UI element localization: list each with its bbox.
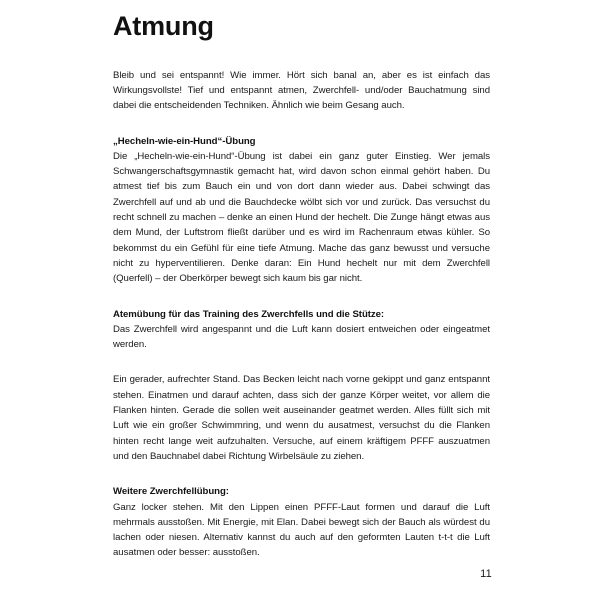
section-body-hecheln-wie-ein-hund: Die „Hecheln-wie-ein-Hund“-Übung ist dabei ein ganz guter Einstieg. Wer jemals Schwangerschaftsgymnastik gemacht hat, wird davon schon einmal gehört haben. Du atmest tief bis zum Bauch ein und von dort dann wieder aus. Dabei schwingt das Zwerchfell auf und ab und die Bauchdecke wölbt sich vor und zurück. Das versuchst du recht schnell zu machen – denke an einen Hund der hechelt. Die Zunge hängt etwas aus dem Mund, der Luftstrom fließt darüber und es wird im Rachenraum etwas kühler. So bekommst du ein Gefühl für eine tiefe Atmung. Mache das ganz bewusst und versuche nicht zu hyperventilieren. Denke daran: Ein Hund hechelt nur mit dem Zwerchfell (Querfell) – der Oberkörper bewegt sich kaum bis gar nicht. — [113, 150, 490, 285]
paragraph-stand: Ein gerader, aufrechter Stand. Das Becken leicht nach vorne gekippt und ganz entspannt stehen. Einatmen und darauf achten, dass sich der ganze Körper weitet, vor allem die Flanken hinten. Gerade die sollen weit auseinander geatmet werden. Alles füllt sich mit Luft wie ein großer Schwimmring, und wenn du ausatmest, versuchst du die Flanken hinten recht lange weit aufzuhalten. Versuche, auf einem kräftigem PFFF auszuatmen und den Bauchnabel dabei Richtung Wirbelsäule zu ziehen. — [113, 374, 490, 462]
intro-paragraph: Bleib und sei entspannt! Wie immer. Hört sich banal an, aber es ist einfach das Wirkungsvollste! Tief und entspannt atmen, Zwerchfell- und/oder Bauchatmung sind dabei die entscheidenden Techniken. Ähnlich wie beim Gesang auch. — [113, 69, 490, 112]
section-body-weitere-zwerchfelluebung: Ganz locker stehen. Mit den Lippen einen PFFF-Laut formen und darauf die Luft mehrmals ausstoßen. Mit Energie, mit Elan. Dabei bewegt sich der Bauch als würdest du lachen oder niesen. Alternativ kannst du auch auf den geformten Lauten t-t-t die Luft ausatmen oder besser: ausstoßen. — [113, 501, 490, 559]
section-heading-atemuebung-zwerchfell: Atemübung für das Training des Zwerchfells und die Stütze: — [113, 308, 385, 320]
page-number: 11 — [480, 568, 492, 580]
intro-paragraph-block — [113, 68, 490, 114]
section-hecheln-wie-ein-hund — [113, 134, 490, 287]
section-weitere-zwerchfelluebung — [113, 484, 490, 560]
section-atemuebung-zwerchfell — [113, 307, 490, 353]
section-heading-weitere-zwerchfelluebung: Weitere Zwerchfellübung: — [113, 486, 229, 498]
section-heading-hecheln-wie-ein-hund: „Hecheln-wie-ein-Hund“-Übung — [113, 135, 256, 147]
section-body-atemuebung-zwerchfell: Das Zwerchfell wird angespannt und die Luft kann dosiert entweichen oder eingeatmet werden. — [113, 323, 490, 351]
paragraph-block-stand — [113, 372, 490, 464]
page-title: Atmung — [113, 11, 214, 41]
page-content — [113, 0, 490, 561]
